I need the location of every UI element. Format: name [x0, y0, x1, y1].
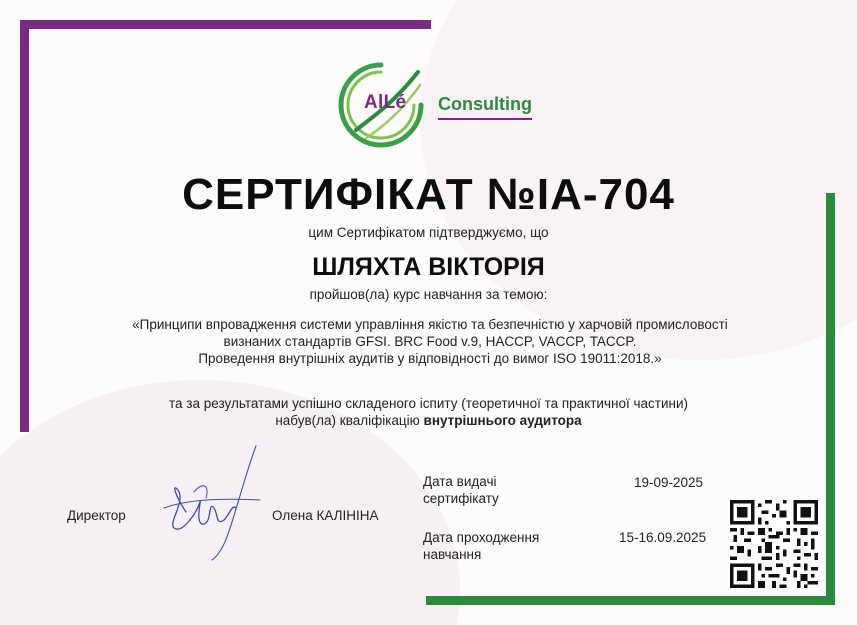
director-label: Директор — [67, 508, 126, 523]
course-topic — [60, 316, 800, 367]
topic-line: визнаних стандартів GFSI. BRC Food v.9, HACCP, VACCP, TACCP. — [223, 334, 637, 349]
issue-date: 19-09-2025 — [634, 475, 704, 490]
director-name: Олена КАЛІНІНА — [272, 508, 379, 523]
result-text — [0, 395, 857, 429]
confirm-text: цим Сертифікатом підтверджуємо, що — [308, 225, 549, 240]
logo-consulting: Consulting — [438, 94, 532, 114]
logo-underline — [438, 118, 532, 120]
topic-line: Проведення внутрішніх аудитів у відповідності до вимог ISO 19011:2018.» — [198, 351, 662, 366]
result-line: та за результатами успішно складеного іспиту (теоретичної та практичної частини) — [169, 396, 688, 411]
green-frame-bottom — [426, 596, 835, 605]
recipient-name: ШЛЯХТА ВІКТОРІЯ — [312, 253, 545, 281]
logo-brand: AlLé — [364, 92, 407, 113]
issue-date-label: Дата видачі сертифікату — [423, 474, 499, 506]
certificate-title: СЕРТИФІКАТ №IA-704 — [182, 170, 675, 219]
course-date-label: Дата проходження навчання — [423, 530, 540, 562]
passed-text: пройшов(ла) курс навчання за темою: — [309, 287, 548, 302]
signature-icon — [156, 442, 266, 562]
qualification-prefix: набув(ла) кваліфікацію — [275, 413, 424, 428]
course-date: 15-16.09.2025 — [619, 530, 707, 545]
topic-line: «Принципи впровадження системи управління якістю та безпечністю у харчовій промисловості — [132, 317, 728, 332]
purple-frame-top — [20, 20, 431, 29]
qualification: внутрішнього аудитора — [423, 413, 582, 428]
company-logo — [336, 60, 536, 150]
result-line — [0, 412, 857, 429]
qr-code-icon — [730, 500, 818, 588]
